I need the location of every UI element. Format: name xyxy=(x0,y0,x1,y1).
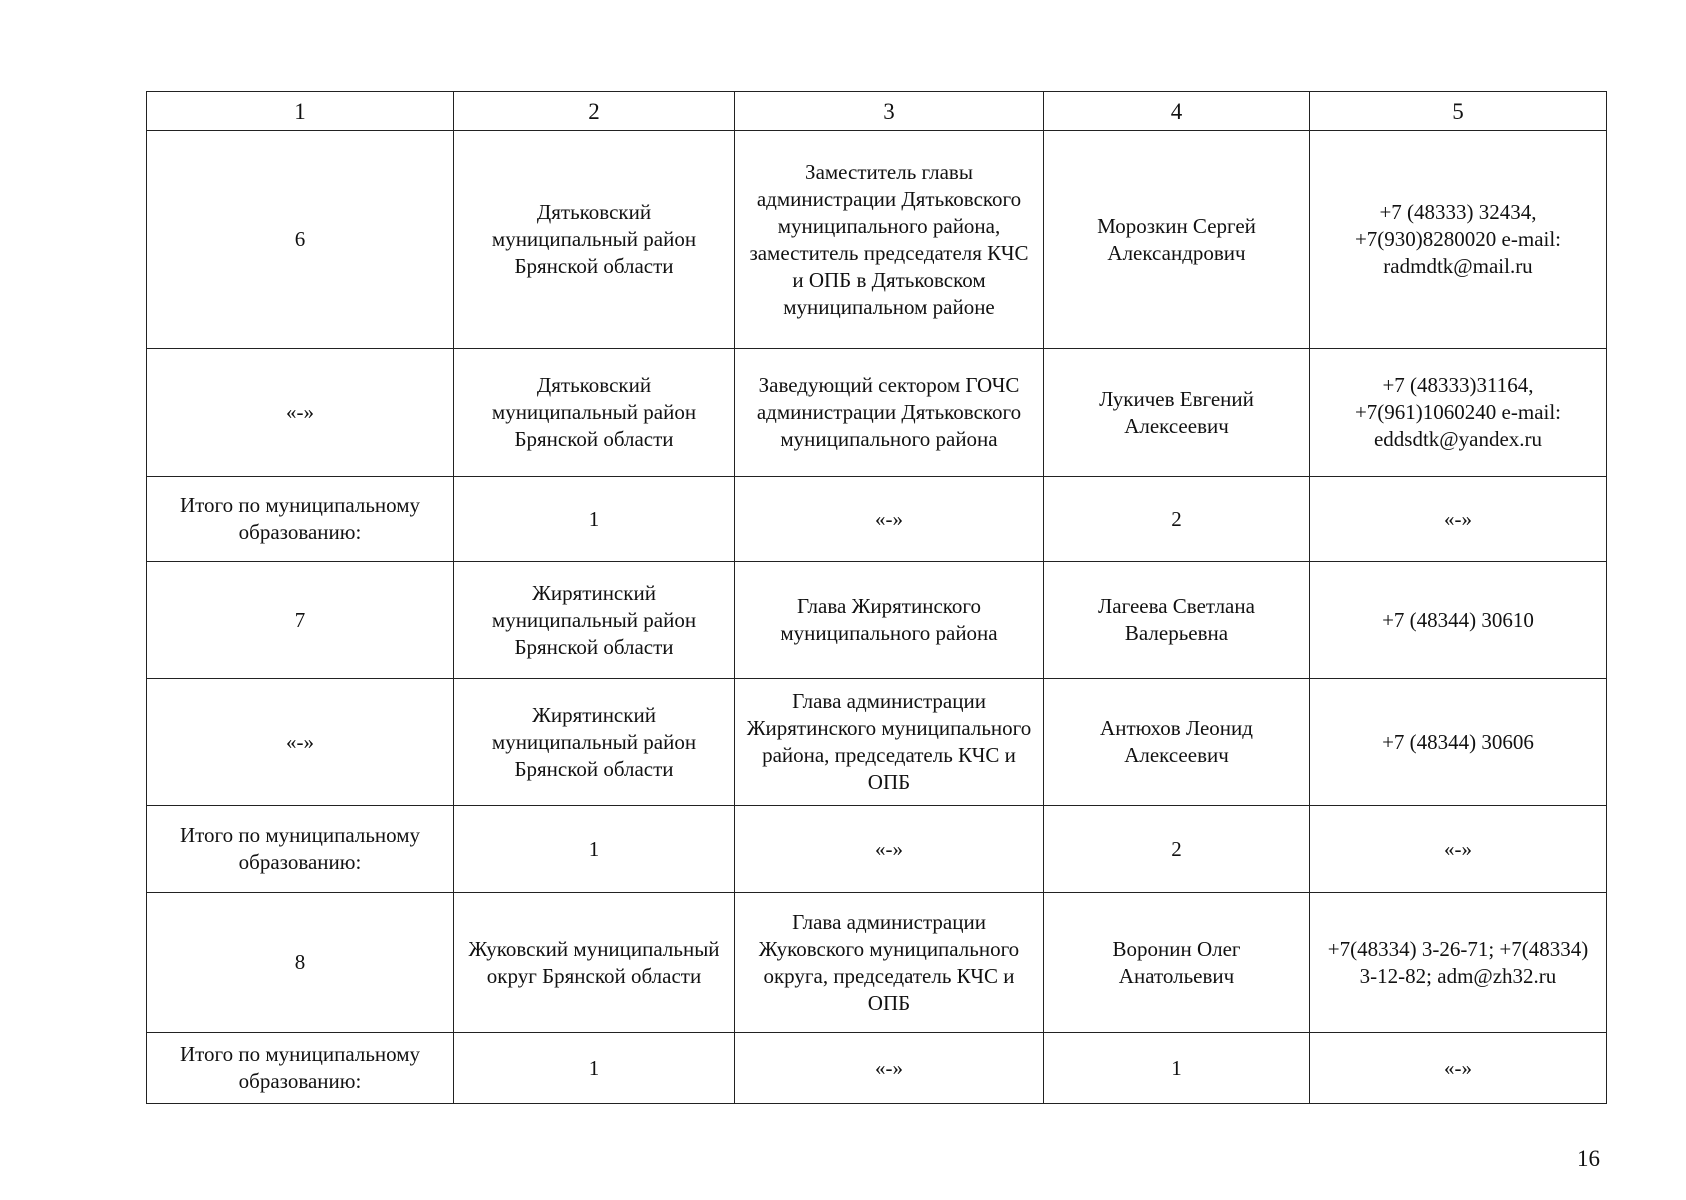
header-cell: 5 xyxy=(1310,92,1607,131)
table-cell: Глава администрации Жуковского муниципального округа, председатель КЧС и ОПБ xyxy=(735,893,1044,1033)
table-cell: 2 xyxy=(1044,806,1310,893)
table-cell: Дятьковский муниципальный район Брянской области xyxy=(454,131,735,349)
table-cell: Лагеева Светлана Валерьевна xyxy=(1044,562,1310,679)
table-cell: Дятьковский муниципальный район Брянской области xyxy=(454,349,735,477)
table-cell: +7 (48344) 30606 xyxy=(1310,679,1607,806)
table-cell: «-» xyxy=(735,1033,1044,1104)
table-cell: Глава администрации Жирятинского муниципального района, председатель КЧС и ОПБ xyxy=(735,679,1044,806)
table-cell: +7 (48333) 32434, +7(930)8280020 e-mail: radmdtk@mail.ru xyxy=(1310,131,1607,349)
table-cell: «-» xyxy=(735,806,1044,893)
header-cell: 3 xyxy=(735,92,1044,131)
table-cell: Итого по муниципальному образованию: xyxy=(147,806,454,893)
table-cell: Заведующий сектором ГОЧС администрации Дятьковского муниципального района xyxy=(735,349,1044,477)
table-cell: Итого по муниципальному образованию: xyxy=(147,477,454,562)
table-cell: Антюхов Леонид Алексеевич xyxy=(1044,679,1310,806)
table-cell: Лукичев Евгений Алексеевич xyxy=(1044,349,1310,477)
table-cell: Морозкин Сергей Александрович xyxy=(1044,131,1310,349)
page-number: 16 xyxy=(1577,1146,1600,1171)
table-row xyxy=(147,349,1607,477)
table-cell: +7 (48344) 30610 xyxy=(1310,562,1607,679)
table-cell: 1 xyxy=(454,1033,735,1104)
table-cell: +7 (48333)31164, +7(961)1060240 e-mail: eddsdtk@yandex.ru xyxy=(1310,349,1607,477)
table-row xyxy=(147,679,1607,806)
table-row xyxy=(147,477,1607,562)
table-cell: «-» xyxy=(735,477,1044,562)
table-cell: Итого по муниципальному образованию: xyxy=(147,1033,454,1104)
header-cell: 1 xyxy=(147,92,454,131)
table-cell: 1 xyxy=(454,806,735,893)
officials-table xyxy=(146,91,1607,1104)
header-cell: 2 xyxy=(454,92,735,131)
table-cell: «-» xyxy=(1310,477,1607,562)
table-row xyxy=(147,893,1607,1033)
table-row xyxy=(147,1033,1607,1104)
table-cell: Жуковский муниципальный округ Брянской области xyxy=(454,893,735,1033)
table-cell: 6 xyxy=(147,131,454,349)
table-cell: Жирятинский муниципальный район Брянской области xyxy=(454,562,735,679)
table-row xyxy=(147,806,1607,893)
table-row xyxy=(147,562,1607,679)
table-cell: Заместитель главы администрации Дятьковского муниципального района, заместитель председателя КЧС и ОПБ в Дятьковском муниципальном районе xyxy=(735,131,1044,349)
table-cell: 2 xyxy=(1044,477,1310,562)
table-cell: Глава Жирятинского муниципального района xyxy=(735,562,1044,679)
table-row xyxy=(147,131,1607,349)
table-cell: 1 xyxy=(1044,1033,1310,1104)
table-cell: Воронин Олег Анатольевич xyxy=(1044,893,1310,1033)
table-cell: +7(48334) 3-26-71; +7(48334) 3-12-82; adm@zh32.ru xyxy=(1310,893,1607,1033)
table-cell: 1 xyxy=(454,477,735,562)
table-cell: «-» xyxy=(147,679,454,806)
table-cell: 8 xyxy=(147,893,454,1033)
table-cell: «-» xyxy=(1310,1033,1607,1104)
table-header-row xyxy=(147,92,1607,131)
header-cell: 4 xyxy=(1044,92,1310,131)
table-cell: Жирятинский муниципальный район Брянской области xyxy=(454,679,735,806)
table-cell: 7 xyxy=(147,562,454,679)
table-cell: «-» xyxy=(1310,806,1607,893)
table-cell: «-» xyxy=(147,349,454,477)
